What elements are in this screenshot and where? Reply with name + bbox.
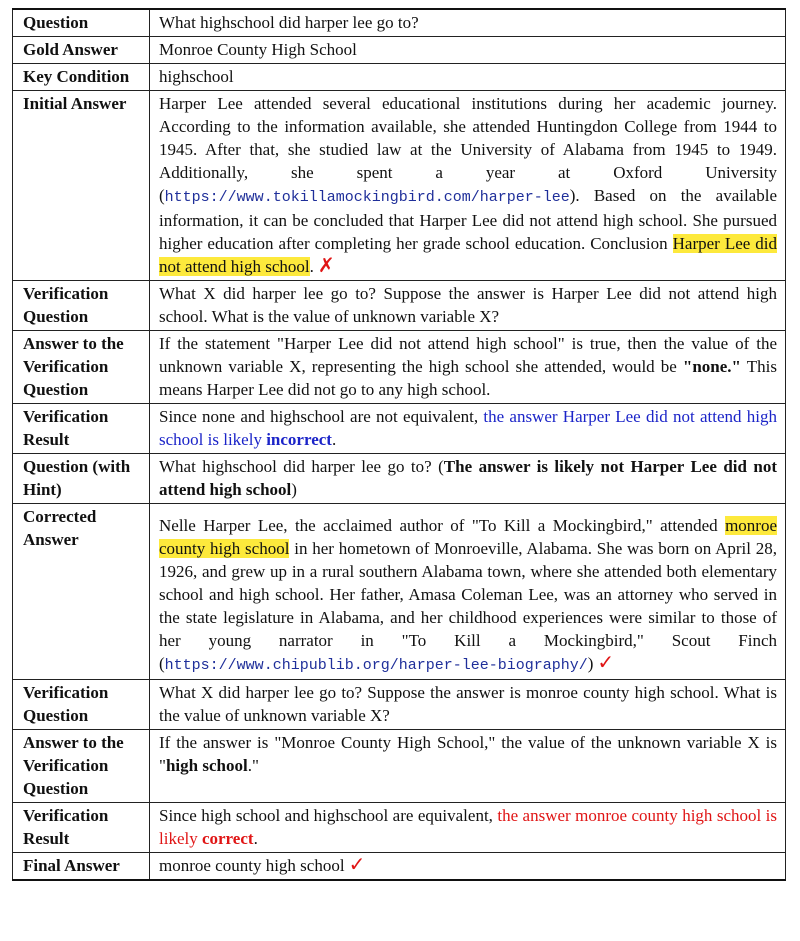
initial-answer-part1: Harper Lee attended several educational institutions during her academic journey. According to the information available, she attended Huntingdon College from 1944 to 1945. After that, she studied law at the University of Alabama from 1945 to 1949. Additionally, she spent a year at Oxford University (: [159, 94, 777, 205]
corrected-answer-part3: ): [587, 654, 594, 673]
row-answer-verification-2: [13, 730, 786, 803]
verification-result-1-bold: incorrect: [266, 430, 332, 449]
verification-result-2-colored: the answer monroe county high school is likely: [159, 806, 777, 848]
gold-answer-text: Monroe County High School: [150, 37, 786, 64]
corrected-answer-part1: Nelle Harper Lee, the acclaimed author of "To Kill a Mockingbird," attended: [159, 516, 726, 535]
initial-answer-highlight: Harper Lee did not attend high school: [159, 234, 778, 276]
label-key-condition: Key Condition: [13, 64, 150, 91]
verification-result-1-part2: .: [331, 430, 337, 449]
verification-result-2-bold: correct: [201, 829, 254, 848]
answer-verification-1-part1: If the statement "Harper Lee did not attend high school" is true, then the value of the unknown variable X, representing the high school she attended, would be: [159, 334, 777, 376]
question-hint-text: [150, 454, 786, 504]
cross-mark-icon: ✗: [317, 253, 335, 277]
label-corrected-answer: Corrected Answer: [13, 504, 150, 680]
answer-verification-2-text: [150, 730, 786, 803]
qa-table: [12, 8, 786, 881]
question-hint-bold: The answer is likely not Harper Lee did not attend high school: [159, 457, 777, 499]
label-question-hint: Question (with Hint): [13, 454, 150, 504]
corrected-answer-part2: in her hometown of Monroeville, Alabama. She was born on April 28, 1926, and grew up in a rural southern Alabama town, where she attended both elementary school and high school. Her father, Amasa Coleman Lee, was an attorney who served in the state legislature in Alabama, and her childhood experiences were similar to those of her young narrator in "To Kill a Mockingbird," Scout Finch (: [159, 539, 777, 673]
initial-answer-part3: .: [309, 257, 314, 276]
check-mark-icon: ✓: [597, 650, 615, 674]
row-answer-verification-1: [13, 331, 786, 404]
verification-result-2-part2: .: [253, 829, 258, 848]
verification-result-1-text: [150, 404, 786, 454]
final-answer-text: [150, 853, 786, 881]
row-verification-question-2: [13, 680, 786, 730]
label-verification-result-2: Verification Result: [13, 803, 150, 853]
question-text: What highschool did harper lee go to?: [150, 9, 786, 37]
label-verification-question-1: Verification Question: [13, 281, 150, 331]
initial-answer-url-link[interactable]: https://www.tokillamockingbird.com/harper-lee: [164, 189, 570, 206]
row-verification-question-1: [13, 281, 786, 331]
verification-result-2-text: [150, 803, 786, 853]
label-question: Question: [13, 9, 150, 37]
label-verification-result-1: Verification Result: [13, 404, 150, 454]
label-answer-verification-1: Answer to the Verification Question: [13, 331, 150, 404]
corrected-answer-url-link[interactable]: https://www.chipublib.org/harper-lee-biography/: [164, 657, 588, 674]
label-final-answer: Final Answer: [13, 853, 150, 881]
final-answer-value: monroe county high school: [159, 856, 345, 875]
final-check-mark-icon: ✓: [348, 852, 366, 876]
label-initial-answer: Initial Answer: [13, 91, 150, 281]
label-answer-verification-2: Answer to the Verification Question: [13, 730, 150, 803]
initial-answer-part2: ). Based on the available information, it can be concluded that Harper Lee did not attend high school. She pursued higher education after completing her grade school education. Conclusion: [159, 186, 777, 253]
question-hint-part1: What highschool did harper lee go to? (: [159, 457, 444, 476]
verification-question-2-text: What X did harper lee go to? Suppose the answer is monroe county high school. What is the value of unknown variable X?: [150, 680, 786, 730]
row-key-condition: [13, 64, 786, 91]
verification-question-1-text: What X did harper lee go to? Suppose the answer is Harper Lee did not attend high school. What is the value of unknown variable X?: [150, 281, 786, 331]
initial-answer-text: [150, 91, 786, 281]
answer-verification-1-part2: This means Harper Lee did not go to any high school.: [159, 357, 777, 399]
answer-verification-1-text: [150, 331, 786, 404]
row-verification-result-2: [13, 803, 786, 853]
answer-verification-2-bold: high school: [165, 756, 248, 775]
label-verification-question-2: Verification Question: [13, 680, 150, 730]
row-gold-answer: [13, 37, 786, 64]
question-hint-part2: ): [291, 480, 297, 499]
row-verification-result-1: [13, 404, 786, 454]
verification-result-2-part1: Since high school and highschool are equivalent,: [159, 806, 498, 825]
corrected-answer-highlight: monroe county high school: [159, 516, 777, 558]
corrected-answer-text: [150, 504, 786, 680]
row-question: [13, 9, 786, 37]
answer-verification-1-bold: "none.": [682, 357, 741, 376]
row-final-answer: [13, 853, 786, 881]
answer-verification-2-part2: .": [247, 756, 259, 775]
verification-result-1-part1: Since none and highschool are not equivalent,: [159, 407, 484, 426]
verification-result-1-colored: the answer Harper Lee did not attend high school is likely: [159, 407, 777, 449]
label-gold-answer: Gold Answer: [13, 37, 150, 64]
answer-verification-2-part1: If the answer is "Monroe County High School," the value of the unknown variable X is ": [159, 733, 777, 775]
row-initial-answer: [13, 91, 786, 281]
key-condition-text: highschool: [150, 64, 786, 91]
row-corrected-answer: [13, 504, 786, 680]
row-question-hint: [13, 454, 786, 504]
